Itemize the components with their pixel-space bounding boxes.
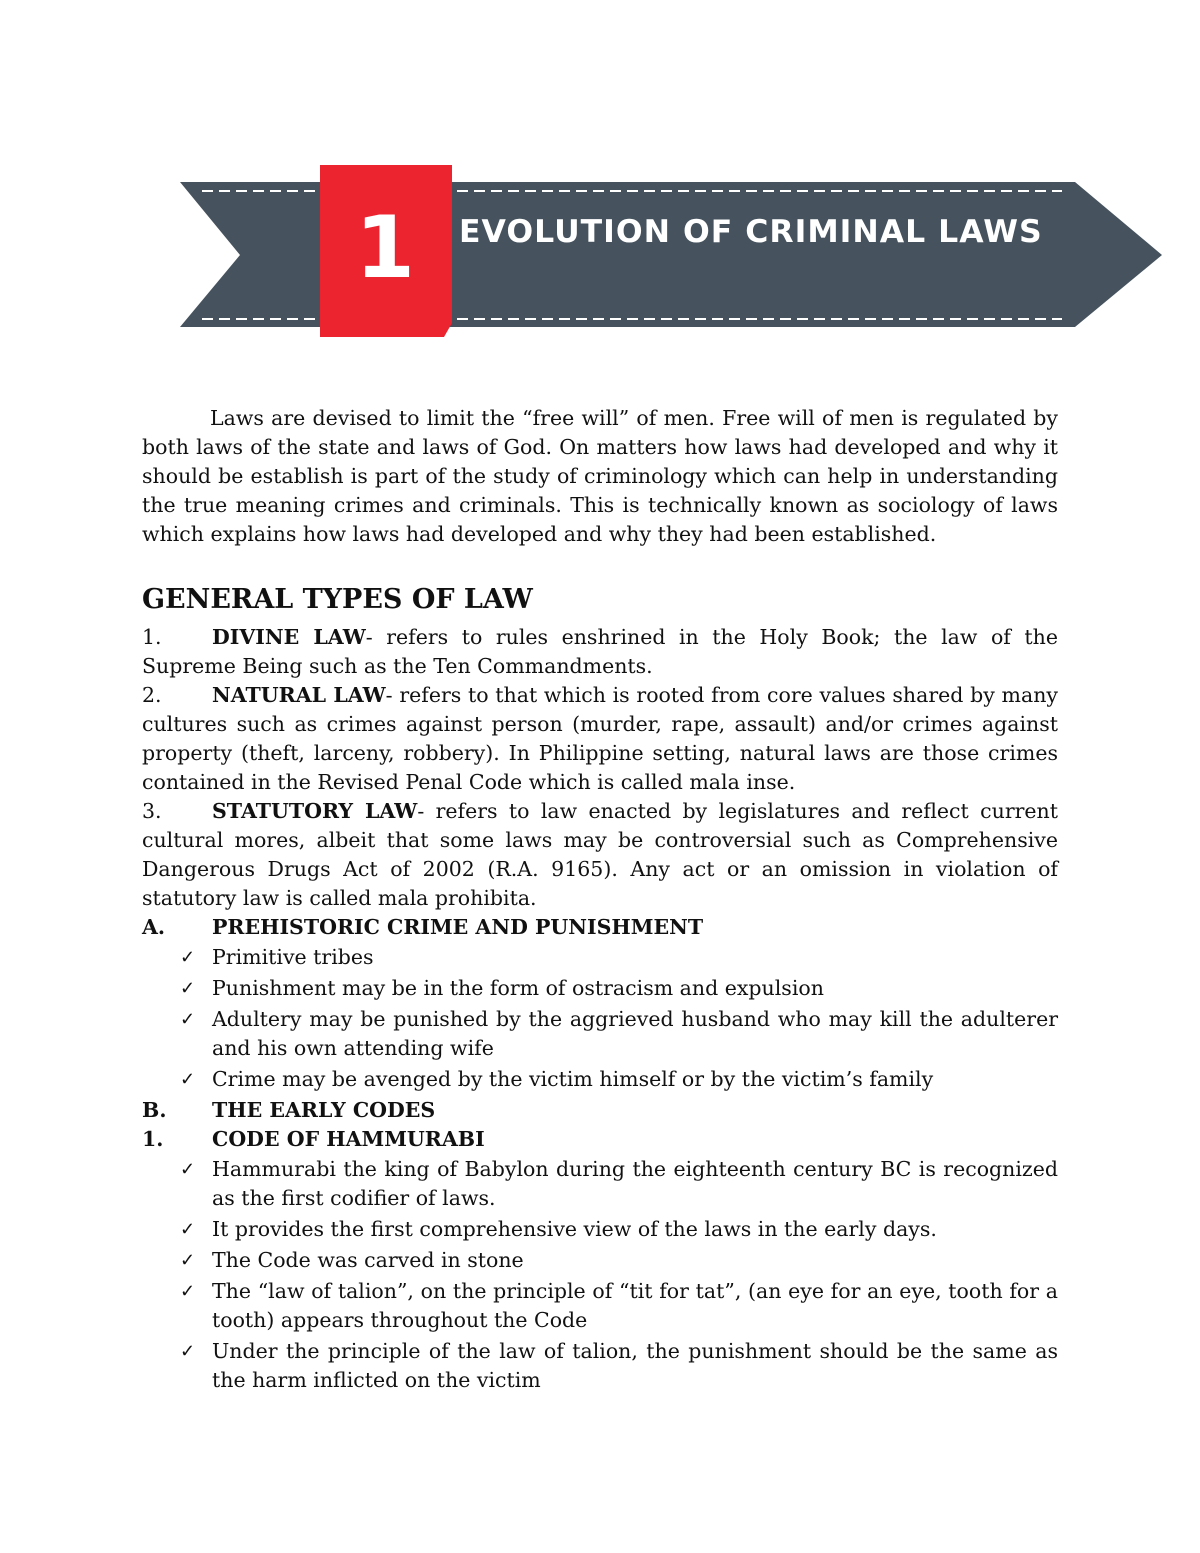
check-icon: ✓ (180, 1341, 196, 1362)
hammurabi-list (142, 1155, 1058, 1395)
list-item: ✓ Hammurabi the king of Babylon during the eighteenth century BC is recognized as the first codifier of laws. (142, 1155, 1058, 1213)
subsection-title: PREHISTORIC CRIME AND PUNISHMENT (212, 915, 704, 939)
list-item: ✓ The “law of talion”, on the principle of “tit for tat”, (an eye for an eye, tooth for a tooth) appears throughout the Code (142, 1277, 1058, 1335)
law-term: DIVINE LAW (212, 625, 366, 649)
law-item-statutory (142, 797, 1058, 913)
subsection-title: CODE OF HAMMURABI (212, 1127, 485, 1151)
subsection-early-codes (142, 1096, 1058, 1125)
list-item: ✓ Crime may be avenged by the victim himself or by the victim’s family (142, 1065, 1058, 1094)
chapter-title: EVOLUTION OF CRIMINAL LAWS (459, 214, 1043, 250)
item-number: 3. (142, 799, 162, 823)
law-item-divine (142, 623, 1058, 681)
law-definition: - refers to law enacted by legislatures and reflect current cultural mores, albeit that some laws may be controversial such as Comprehensive Dangerous Drugs Act of 2002 (R.A. 9165). Any act or an omission in violation of statutory law is called mala prohibita. (142, 799, 1058, 910)
list-item: ✓ Under the principle of the law of talion, the punishment should be the same as the harm inflicted on the victim (142, 1337, 1058, 1395)
subsection-label: 1. (142, 1127, 164, 1151)
list-item: ✓ The Code was carved in stone (142, 1246, 1058, 1275)
subsection-label: B. (142, 1098, 167, 1122)
subsection-prehistoric (142, 913, 1058, 942)
section-heading: GENERAL TYPES OF LAW (142, 584, 533, 615)
check-icon: ✓ (180, 947, 196, 968)
check-icon: ✓ (180, 1069, 196, 1090)
law-definition: - refers to rules enshrined in the Holy Book; the law of the Supreme Being such as the Ten Commandments. (142, 625, 1058, 678)
chapter-banner (180, 165, 1165, 345)
law-term: NATURAL LAW (212, 683, 386, 707)
check-icon: ✓ (180, 978, 196, 999)
document-body (142, 404, 1058, 1397)
law-item-natural (142, 681, 1058, 797)
chapter-number: 1 (355, 198, 415, 298)
law-term: STATUTORY LAW (212, 799, 418, 823)
check-icon: ✓ (180, 1009, 196, 1030)
intro-paragraph: Laws are devised to limit the “free will” of men. Free will of men is regulated by both laws of the state and laws of God. On matters how laws had developed and why it should be establish is part of the study of criminology which can help in understanding the true meaning crimes and criminals. This is technically known as sociology of laws which explains how laws had developed and why they had been established. (142, 406, 1058, 546)
subsection-title: THE EARLY CODES (212, 1098, 436, 1122)
check-icon: ✓ (180, 1281, 196, 1302)
item-number: 2. (142, 683, 162, 707)
prehistoric-list (142, 943, 1058, 1094)
list-item: ✓ Punishment may be in the form of ostracism and expulsion (142, 974, 1058, 1003)
check-icon: ✓ (180, 1250, 196, 1271)
check-icon: ✓ (180, 1219, 196, 1240)
check-icon: ✓ (180, 1159, 196, 1180)
subsection-label: A. (142, 915, 166, 939)
subsection-hammurabi (142, 1125, 1058, 1154)
list-item: ✓ It provides the first comprehensive view of the laws in the early days. (142, 1215, 1058, 1244)
item-number: 1. (142, 625, 162, 649)
list-item: ✓ Adultery may be punished by the aggrieved husband who may kill the adulterer and his own attending wife (142, 1005, 1058, 1063)
list-item: ✓ Primitive tribes (142, 943, 1058, 972)
law-definition: - refers to that which is rooted from core values shared by many cultures such as crimes against person (murder, rape, assault) and/or crimes against property (theft, larceny, robbery). In Philippine setting, natural laws are those crimes contained in the Revised Penal Code which is called mala inse. (142, 683, 1058, 794)
